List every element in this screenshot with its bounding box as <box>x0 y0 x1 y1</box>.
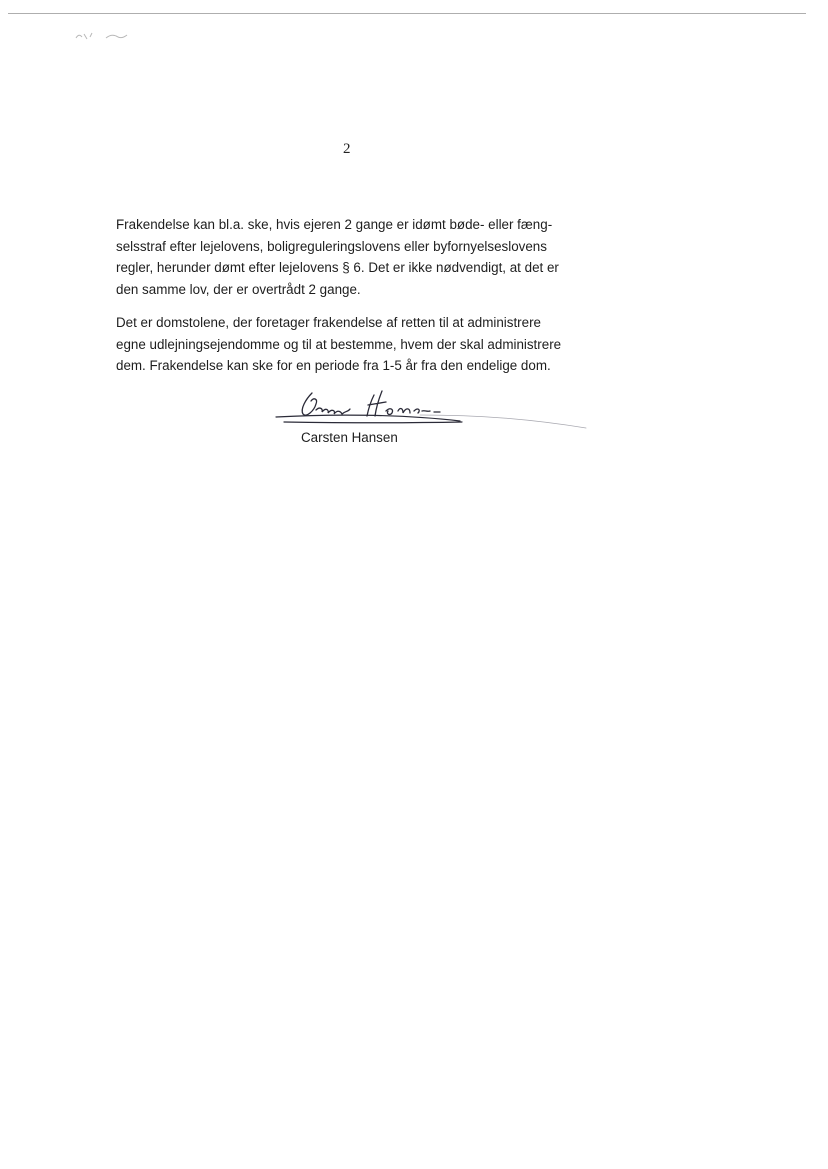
signer-name: Carsten Hansen <box>301 430 398 445</box>
paragraph-line: Det er domstolene, der foretager frakendelse af retten til at administrere <box>116 315 541 330</box>
paragraph-line: dem. Frakendelse kan ske for en periode fra 1-5 år fra den endelige dom. <box>116 358 551 373</box>
scan-edge-line <box>8 13 806 14</box>
paragraph-line: regler, herunder dømt efter lejelovens § 6. Det er ikke nødvendigt, at det er <box>116 260 559 275</box>
paragraph-line: selsstraf efter lejelovens, boligreguleringslovens eller byfornyelseslovens <box>116 238 547 254</box>
paragraph-line: Frakendelse kan bl.a. ske, hvis ejeren 2 gange er idømt bøde- eller fæng- <box>116 217 553 232</box>
paragraph-line: egne udlejningsejendomme og til at bestemme, hvem der skal administrere <box>116 336 562 352</box>
handwritten-signature <box>270 385 590 433</box>
page-number: 2 <box>343 141 351 157</box>
body-paragraph-2 <box>116 312 586 377</box>
paragraph-line: den samme lov, der er overtrådt 2 gange. <box>116 281 361 297</box>
body-paragraph-1 <box>116 214 586 300</box>
scan-artifact-marks <box>74 28 134 42</box>
